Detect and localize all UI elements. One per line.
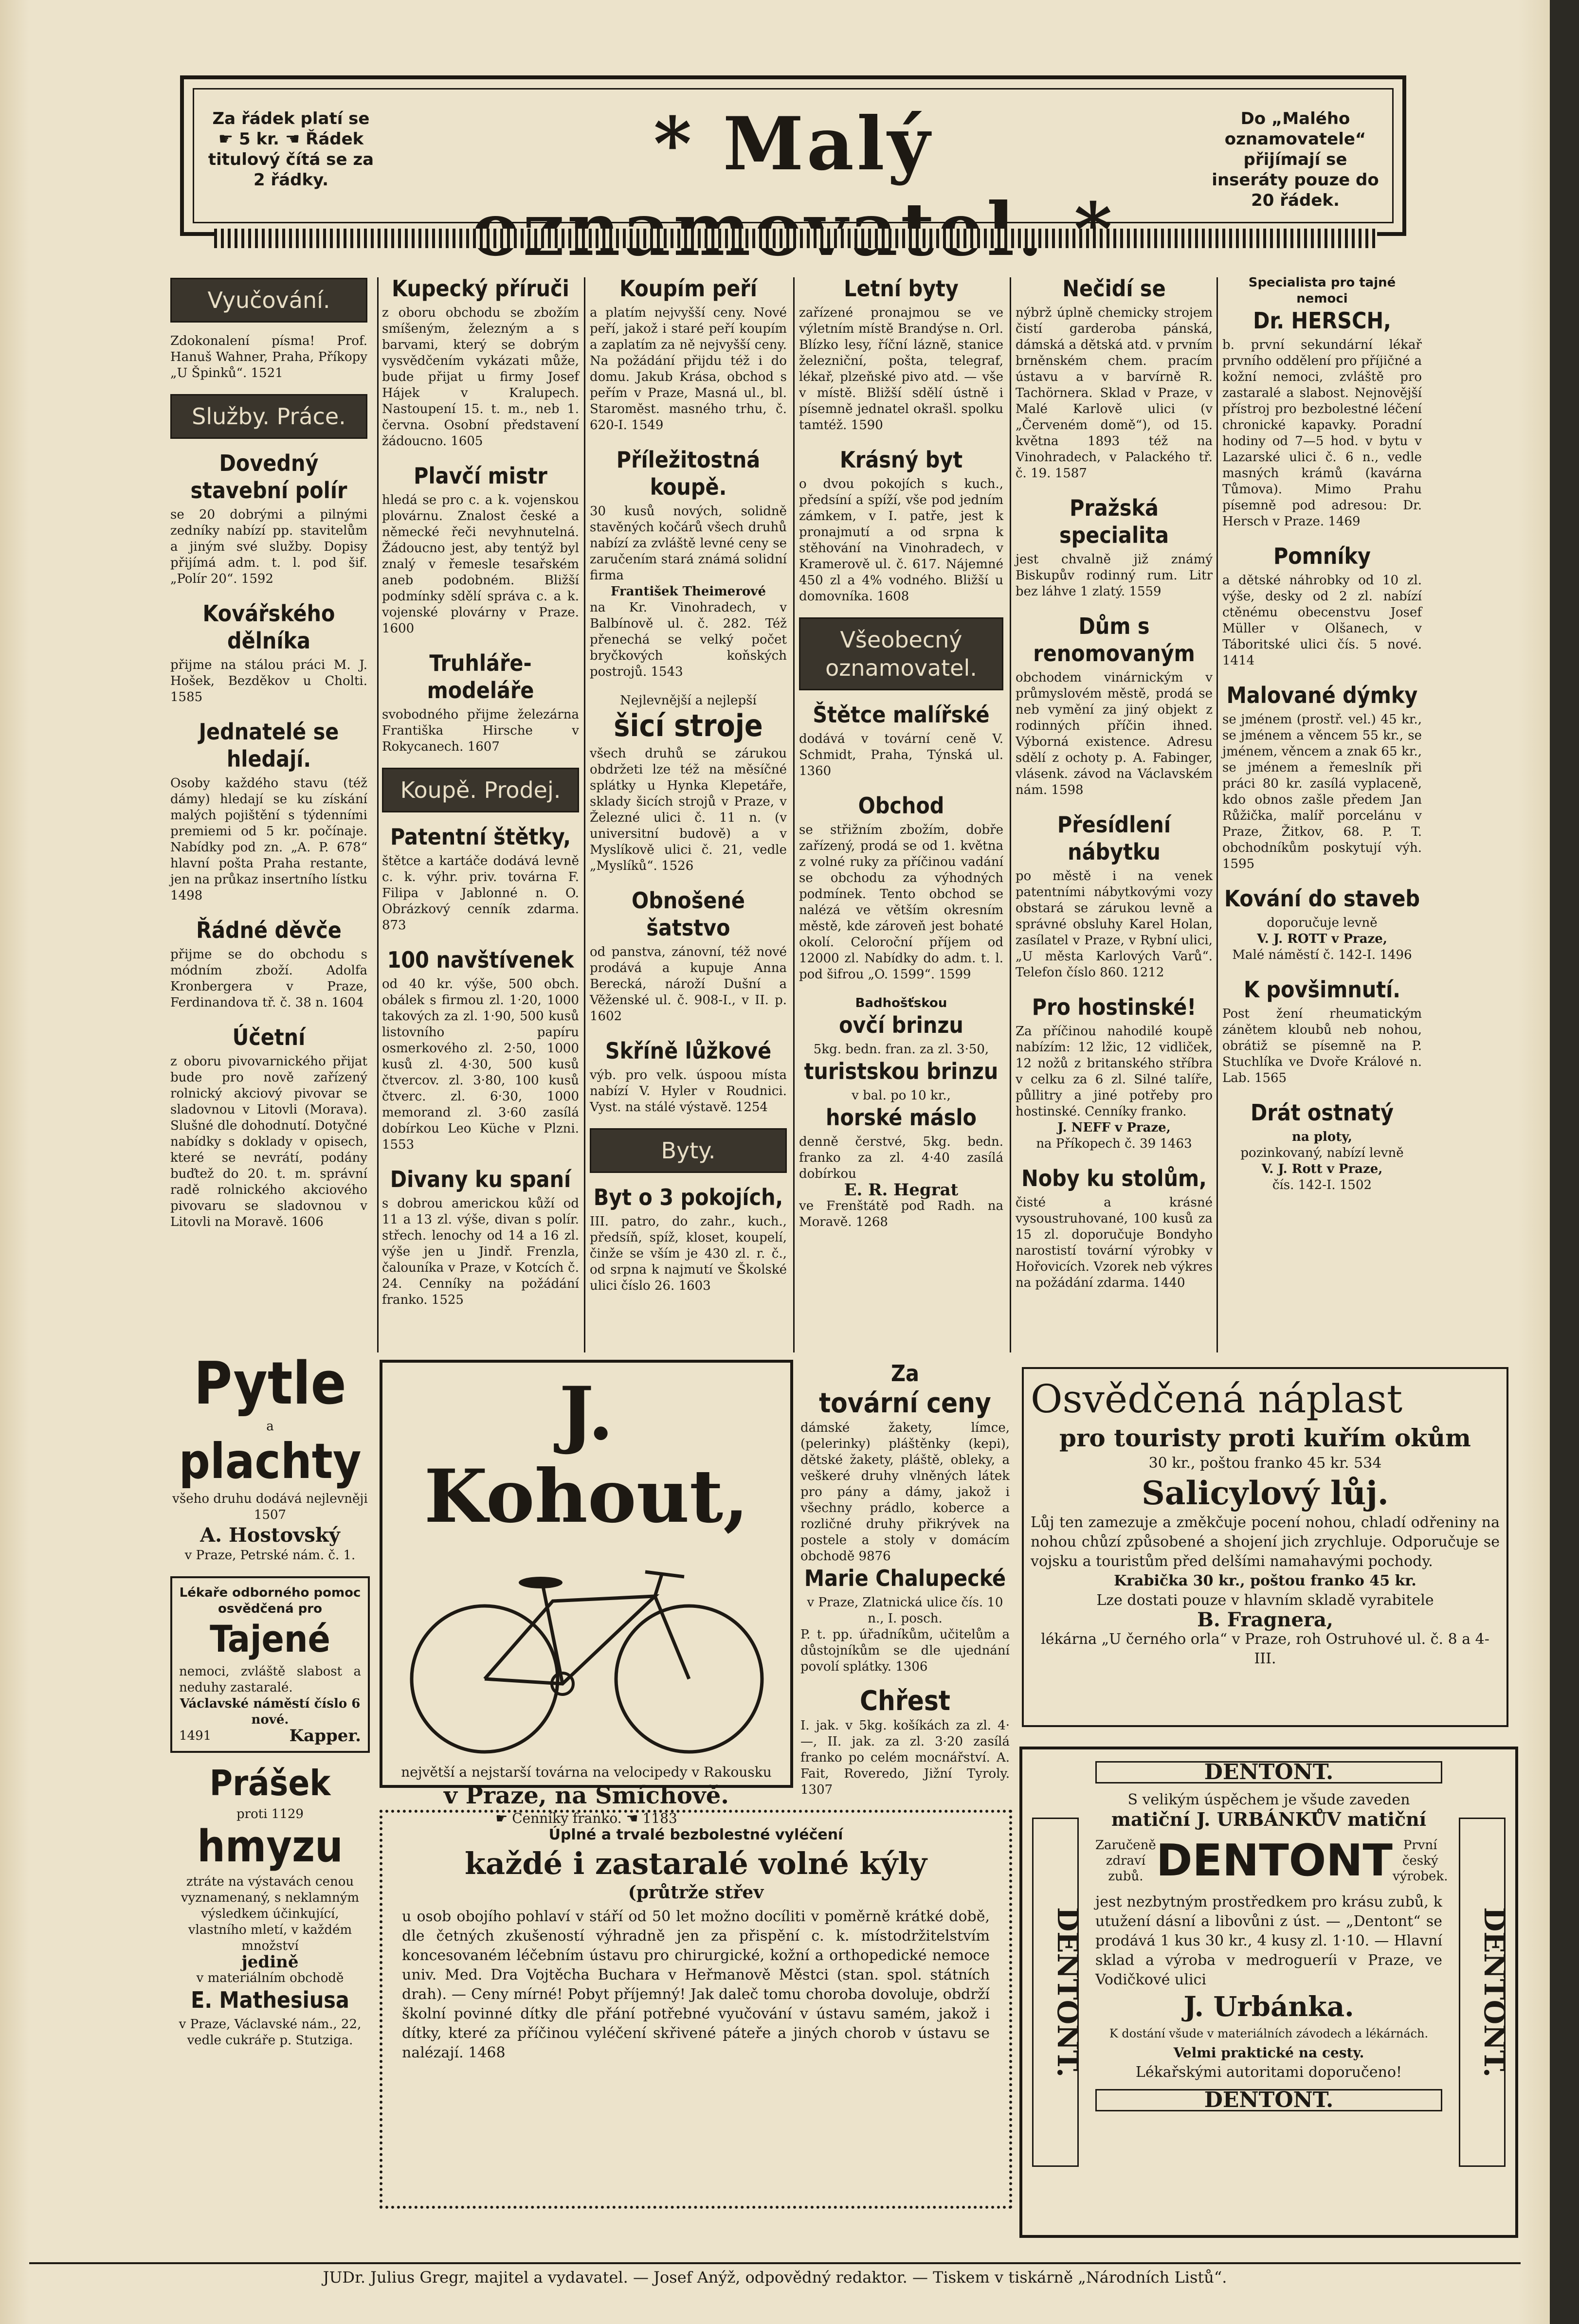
ad-small: První český výrobek. [1392, 1838, 1448, 1884]
bicycle-handlebar [645, 1572, 684, 1577]
ad-heading: Tajené [210, 1617, 330, 1660]
ad-prirucni [382, 275, 579, 450]
ad-heading: Přesídlení nábytku [1057, 811, 1171, 865]
ad-text: u osob obojího pohlaví v stáří od 50 let možno docíliti v poměrně krátké době, dle četných zkušeností výhradně jen za přispění c. k. místodržitelstvím koncesovaném léčebním ústavu pro chirurgické, kožní a orthopedické nemoce univ. Med. Dra Vojtěcha Buchara v Heřmanově Městci (stan. spol. státních drah). — Ceny mírné! Pobyt příjemný! Jak daleč tomu choroba dovoluje, obdrží školní povinné dítky dle přání potřebné vyučování v ústavu samém, jakož i dítky, které za příčinou vyléčení skřivené páteře a jiných chorob v ústavu se nalézají. 1468 [402, 1908, 990, 2061]
header-right-note: Do „Malého oznamovatele“ přijímají se inseráty pouze do 20 řádek. [1212, 109, 1379, 210]
ad-dymky [1222, 682, 1422, 872]
ad-text: přijme se do obchodu s módním zboží. Adolfa Kronbergera v Praze, Ferdinandova tř. č. 38 n. 1604 [170, 947, 367, 1010]
ad-heading: Pytle [194, 1350, 346, 1418]
column-rule [377, 277, 379, 1352]
ad-text: se střižním zbožím, dobře zařízený, prodá se od 1. května z volné ruky za příčinou vadání se obchodu za výhodných podmínek. Tento obchod se nalézá ve větším okresním městě, kde zároveň jest bohaté okolí. Celoroční příjem od 12000 zl. Nabídky do adm. t. l. pod šifrou „O. 1599“. 1599 [799, 823, 1003, 982]
ad-heading: Dr. HERSCH, [1253, 307, 1391, 334]
ad-heading-sub: pro touristy proti kuřím okům [1059, 1423, 1471, 1452]
ad-text: 30 kusů nových, solidně stavěných kočárů všech druhů nabízí za zvláště levné ceny se zaručením stará známá solidní firma [590, 504, 787, 583]
ad-text: v Praze, Petrské nám. č. 1. [184, 1548, 356, 1563]
ad-text: jest nezbytným prostředkem pro krásu zubů, k utužení dásní a libovůni z úst. — „Dentont“ se prodává 1 kus 30 kr., 4 kusy zl. 1·10. — Hlavní sklad a výroba v medrogueríi v Praze, ve Vodičkové ulici [1095, 1893, 1442, 1988]
page-edge [1550, 0, 1579, 2324]
header-ornament-strip [214, 229, 1377, 248]
ad-heading: Nečidí se [1062, 275, 1166, 302]
ad-brinza [799, 995, 1003, 1230]
ad-text: o dvou pokojích s kuch., předsíní a spíží, vše pod jedním zámkem, v I. patře, jest k pronajmutí a od srpna k stěhování na Vinohradech, v Kramerově ul. č. 617. Nájemné 450 zl a 4% vodného. Bližší u domovníka. 1608 [799, 477, 1003, 604]
ad-truhlar [382, 649, 579, 755]
dentont-side-left: DENTONT. [1032, 1818, 1079, 2167]
ad-text: Malé náměstí č. 142-I. 1496 [1232, 948, 1412, 962]
dentont-side-right: DENTONT. [1459, 1818, 1506, 2167]
ad-name: E. R. Hegrat [844, 1180, 959, 1200]
ad-naplast [1022, 1367, 1508, 1727]
ad-heading: hmyzu [197, 1821, 343, 1872]
dentont-brand-row [1095, 1834, 1448, 1888]
ad-text: Post žení rheumatickým zánětem kloubů neb nohou, obrátiž se písemně na P. Stuchlíka ve Dvoře Králové n. Lab. 1565 [1222, 1007, 1422, 1085]
ad-name: J. NEFF v Praze, [1057, 1120, 1171, 1135]
ad-text: v materiálním obchodě [196, 1971, 344, 1985]
ad-text: S velikým úspěchem je všude zaveden [1127, 1791, 1410, 1808]
ad-amp: a [266, 1419, 274, 1434]
ad-pytle [170, 1352, 370, 1564]
column-rule [1010, 277, 1011, 1352]
ad-heading: Jednatelé se hledají. [199, 719, 339, 772]
ad-drat [1222, 1099, 1422, 1193]
ad-addr: v Praze, Václavské nám., 22, vedle cukráře p. Stutziga. [179, 2017, 362, 2048]
ad-text: od panstva, zánovní, též nové prodává a kupuje Anna Berecká, nároží Dušní a Věženské ul. č. 908-I., v II. p. 1602 [590, 945, 787, 1024]
ad-kovar [170, 600, 367, 705]
ad-chrest [800, 1685, 1010, 1798]
ad-text: na Příkopech č. 39 1463 [1036, 1136, 1192, 1151]
dentont-top: DENTONT. [1095, 1761, 1442, 1784]
ad-name: A. Hostovský [200, 1524, 340, 1547]
ad-name: matiční J. URBÁNKŮV matiční [1111, 1808, 1427, 1830]
ad-navstivenky [382, 946, 579, 1153]
ad-heading: Řádné děvče [196, 917, 342, 943]
ad-stetky [382, 823, 579, 934]
ad-plavci [382, 462, 579, 637]
ad-divany [382, 1166, 579, 1308]
ad-name: František Theimerové [611, 584, 766, 599]
ad-heading: Byt o 3 pokojích, [593, 1184, 783, 1210]
ad-text: od 40 kr. výše, 500 obch. obálek s firmou zl. 1·20, 1000 takových za zl. 1·90, 500 kusů listovního papíru osmerkového zl. 2·50, 1000 kusů zl. 4·30, 500 kusů čtvercov. zl. 3·80, 100 kusů čtverc. zl. 6·30, 1000 memorand zl. 3·60 zasílá dobírkou Leo Küche v Plzni. 1553 [382, 977, 579, 1152]
ad-necidi [1016, 275, 1213, 482]
ad-byt [590, 1184, 787, 1294]
ad-text: výb. pro velk. úspoou místa nabízí V. Hyler v Roudnici. Vyst. na stálé výstavě. 1254 [590, 1068, 787, 1115]
ad-text: Osoby každého stavu (též dámy) hledají se ku získání malých pojištění s týdenními premiemi od 5 kr. počínaje. Nabídky pod zn. „A. P. 678“ hlavní pošta Praha restante, jen na průkaz insertního lístku 1498 [170, 776, 367, 903]
ad-specialita [1016, 494, 1213, 600]
section-banner-koupe: Koupě. Prodej. [382, 768, 579, 812]
ad-text: v bal. po 10 kr., [852, 1088, 951, 1103]
bicycle-saddle [519, 1577, 563, 1588]
ad-name: V. J. Rott v Praze, [1261, 1162, 1383, 1176]
ad-kocary [590, 446, 787, 680]
ad-devce [170, 917, 367, 1011]
ad-text: Lůj ten zamezuje a změkčuje pocení nohou, chladí odřeniny na nohou chůzí způsobené a shojení jich zrychluje. Odporučuje se vojsku a touristům před delšími namahavými pochody. [1031, 1514, 1500, 1570]
ad-pre: Specialista pro tajné nemoci [1248, 275, 1396, 306]
ad-text: Za příčinou nahodilé koupě nabízím: 12 lžic, 12 vidliček, 12 nožů z britanského stříbra v celku za 6 zl. Silné talíře, půllitry a jiné potřeby pro hostinské. Cenníky franko. [1016, 1024, 1213, 1119]
column-rule [1216, 277, 1218, 1352]
ad-heading: Kupecký příruči [392, 275, 569, 302]
ad-text: svobodného přijme železárna Františka Hirsche v Rokycanech. 1607 [382, 707, 579, 754]
ad-kyly [380, 1810, 1012, 2209]
ad-heading: Dovedný stavební polír [190, 450, 347, 504]
ad-pomniky [1222, 542, 1422, 669]
ad-emph: jedině [241, 1952, 299, 1972]
ad-text: s dobrou americkou kůží od 11 a 13 zl. výše, divan s polír. střech. lenochy od 14 a 16 zl. výše jen u Jindř. Frenzla, čalouníka v Praze, v Kotcích č. 24. Cenníky na požádání franko. 1525 [382, 1196, 579, 1307]
ad-heading: Kování do staveb [1224, 885, 1420, 912]
ad-heading: Dům s renomovaným [1033, 613, 1195, 667]
lower-left-column [170, 1352, 370, 2061]
ad-polir [170, 450, 367, 587]
ad-heading: Drát ostnatý [1251, 1099, 1394, 1126]
ad-tovarni-ceny [800, 1360, 1010, 1675]
ad-noby [1016, 1165, 1213, 1291]
ad-heading: ovčí brinzu [839, 1012, 963, 1038]
ad-povsimnuti [1222, 976, 1422, 1086]
ad-text: dodává v tovární ceně V. Schmidt, Praha, Týnská ul. 1360 [799, 732, 1003, 778]
header-left-note: Za řádek platí se ☛ 5 kr. ☚ Řádek titulový čítá se za 2 řádky. [208, 109, 374, 190]
ad-text: štětce a kartáče dodává levně c. k. výhr. priv. továrna F. Filipa v Jablonné n. O. Obrázkový cenník zdarma. 873 [382, 854, 579, 933]
column-1 [170, 275, 367, 1243]
ad-text: P. t. pp. úřadníkům, učitelům a důstojníkům se dle ujednání povolí splátky. 1306 [800, 1627, 1010, 1674]
ad-name: B. Fragnera, [1197, 1608, 1333, 1631]
ad-wahner [170, 333, 367, 381]
ad-heading: Plavčí mistr [414, 463, 547, 489]
ad-text: denně čerstvé, 5kg. bedn. franko za zl. 4·40 zasílá dobírkou [799, 1135, 1003, 1181]
ad-text: III. patro, do zahr., kuch., předsíň, spíž, kloset, koupelí, činže se vším je 430 zl. r. č., od srpna k najmutí ve Školské ulici číslo 26. 1603 [590, 1214, 787, 1293]
ad-heading: Skříně lůžkové [605, 1038, 772, 1064]
ad-heading: Chřest [860, 1685, 950, 1717]
ad-name: Marie Chalupecké [804, 1565, 1006, 1591]
ad-heading: Letní byty [844, 275, 959, 302]
ad-text: nemoci, zvláště slabost a neduhy zastaralé. [179, 1664, 361, 1695]
column-6 [1222, 275, 1422, 1206]
ad-peri [590, 275, 787, 433]
ad-heading: Pro hostinské! [1032, 994, 1197, 1020]
ad-heading: Krásný byt [839, 447, 963, 473]
ad-heading: 100 navštívenek [387, 947, 574, 973]
column-tovarni [800, 1360, 1010, 1811]
ad-text: se 20 dobrými a pilnými zedníky nabízí pp. stavitelům a jiným své služby. Dopisy přijímá adm. t. l. pod šif. „Polír 20“. 1592 [170, 507, 367, 586]
ad-heading: Osvědčená náplast [1031, 1376, 1403, 1422]
ad-heading: Účetní [232, 1024, 306, 1050]
ad-pre: Badhošťskou [855, 996, 947, 1010]
ad-pre: Úplné a trvalé bezbolestné vyléčení [548, 1826, 843, 1843]
ad-nabytek [1016, 811, 1213, 981]
ad-name: Kapper. [289, 1726, 361, 1746]
ad-dum [1016, 613, 1213, 798]
ad-heading: horské máslo [825, 1104, 977, 1131]
ad-text: přijme na stálou práci M. J. Hošek, Bezděkov u Cholti. 1585 [170, 658, 367, 704]
ad-dentont [1019, 1747, 1518, 2238]
bicycle-illustration [392, 1538, 781, 1762]
ad-letni-byty [799, 275, 1003, 433]
ad-price: Krabička 30 kr., poštou franko 45 kr. [1114, 1572, 1416, 1589]
ad-heading-pre: Za [891, 1360, 919, 1387]
ad-pre: Lékaře odborného pomoc osvědčená pro [179, 1585, 361, 1616]
ad-text: hledá se pro c. a k. vojenskou plovárnu. Znalost české a německé řeči nevyhnutelná. Žádoucno jest, aby tentýž byl znalý v řemesle tesařském aneb podobném. Bližší podmínky sdělí správa c. a k. vojenské plovárny v Praze. 1600 [382, 493, 579, 636]
column-3 [590, 275, 787, 1307]
section-banner-byty: Byty. [590, 1128, 787, 1173]
ad-text: se jménem (prostř. vel.) 45 kr., se jménem a věncem 55 kr., se jménem, věncem a znak 65 kr., se jménem a řemeslník při práci 80 kr. zasílá vyplaceně, kdo obnos zašle předem Jan Růžička, malíř porcelánu v Praze, Žitkov, 68. P. T. obchodníkům poskytují výh. 1595 [1222, 712, 1422, 871]
page-title: * Malý [653, 101, 933, 187]
ad-heading: Prášek [209, 1763, 331, 1803]
ad-jednatele [170, 718, 367, 904]
ad-heading: Malované dýmky [1226, 682, 1418, 708]
section-banner-vyucovani: Vyučování. [170, 278, 367, 323]
ad-text: K dostání všude v materiálních závodech a lékárnách. [1109, 2027, 1429, 2040]
ad-text: ve Frenštátě pod Radh. na Moravě. 1268 [799, 1199, 1003, 1229]
ad-text: na Kr. Vinohradech, v Balbínově ul. č. 282. Též přenechá se velký počet bryčkových koňských postrojů. 1543 [590, 600, 787, 679]
ad-cenniky: ☛ Cenníky franko. ☚ 1183 [495, 1810, 677, 1826]
ad-text: všeho druhu dodává nejlevněji 1507 [172, 1492, 368, 1522]
ad-heading: Štětce malířské [813, 702, 990, 728]
ad-skrine [590, 1037, 787, 1116]
ad-text: a dětské náhrobky od 10 zl. výše, desky od 2 zl. nabízí ctěnému obecenstvu Josef Müller v Olšanech, v Táboritské ulici čís. 5 nové. 1414 [1222, 573, 1422, 668]
ad-satstvo [590, 887, 787, 1025]
ad-text: I. jak. v 5kg. košíkách za zl. 4·—, II. jak. za zl. 3·20 zasílá franko po celém mocnářství. A. Fait, Roveredo, Jižní Tyroly. 1307 [800, 1718, 1010, 1797]
ad-heading: každé i zastaralé volné kýly [465, 1846, 927, 1881]
ad-ucetni [170, 1024, 367, 1230]
ad-text: dámské žakety, límce, (pelerinky) pláštěnky (kepi), dětské žakety, pláště, obleky, a veškeré druhy vlněných látek pro pány a dámy, jakož i všechny prádlo, koberce a rozličné druhy přikrývek na postele a stoly v domácím obchodě 9876 [800, 1421, 1010, 1564]
dentont-bottom: DENTONT. [1095, 2089, 1442, 2111]
ad-stetce [799, 701, 1003, 779]
ad-heading: plachty [179, 1433, 362, 1490]
ad-price: 30 kr., poštou franko 45 kr. 534 [1148, 1455, 1382, 1472]
ad-heading: DENTONT [1156, 1835, 1393, 1886]
ad-maker: J. Urbánka. [1183, 1991, 1354, 2023]
ad-heading-sub: na ploty, [1292, 1130, 1352, 1144]
ad-heading: Koupím peří [619, 275, 757, 302]
ad-sici-stroje [590, 693, 787, 874]
ad-pre: Nejlevnější a nejlepší [620, 693, 757, 708]
ad-heading: Obchod [858, 793, 944, 819]
ad-text: Zdokonalení písma! Prof. Hanuš Wahner, Praha, Příkopy „U Špinků“. 1521 [170, 334, 367, 380]
ad-text: Velmi praktické na cesty. [1173, 2045, 1364, 2061]
column-4 [799, 275, 1003, 1243]
ad-text: největší a nejstarší továrna na velocipedy v Rakousku [401, 1764, 772, 1780]
bicycle-stem [655, 1573, 662, 1596]
ad-name: V. J. ROTT v Praze, [1257, 932, 1387, 946]
ad-text: a platím nejvyšší ceny. Nové peří, jakož i staré peří koupím a zaplatím za ně nejvyšší ceny. Na požádání přijdu též i do domu. Jakub Krása, obchod s peřím v Praze, Masná ul., bl. Staroměst. masného trhu, č. 620-I. 1549 [590, 306, 787, 432]
column-rule [584, 277, 585, 1352]
ad-text: z oboru obchodu se zbožím smíšeným, železným a s barvami, který se dobrým vysvědčením vykázati může, bude přijat u firmy Josef Hájek v Kralupech. Nastoupení 15. t. m., neb 1. června. Osobní představení žádoucno. 1605 [382, 306, 579, 449]
ad-heading: Příležitostná koupě. [616, 447, 761, 500]
ad-text: jest chvalně již známý Biskupův rodinný rum. Litr bez láhve 1 zlatý. 1559 [1016, 552, 1213, 599]
ad-heading: Noby ku stolům, [1021, 1165, 1207, 1191]
page-footer: JUDr. Julius Gregr, majitel a vydavatel. — Josef Anýž, odpovědný redaktor. — Tiskem v tiskárně „Národních Listů“. [29, 2262, 1521, 2287]
ad-small: Zaručeně zdraví zubů. [1095, 1838, 1156, 1884]
ad-prasek [170, 1763, 370, 2049]
column-2 [382, 275, 579, 1321]
ad-heading: Kovářského dělníka [202, 600, 335, 654]
ad-text: b. první sekundární lékař prvního oddělení pro příjičné a kožní nemoci, zvláště pro zastaralé a slabost. Nejnovější přístroj pro bezbolestné léčení chronické kapavky. Poradní hodiny od 7—5 hod. v bytu v Lazarské ulici č. 6 n., vedle masných krámů (kavárna Tůmova). Mimo Prahu písemně pod adresou: Dr. Hersch v Praze. 1469 [1222, 338, 1422, 529]
ad-name: E. Mathesiusa [191, 1987, 349, 2013]
ad-heading: Pražská specialita [1059, 495, 1169, 548]
ad-heading: Salicylový lůj. [1142, 1474, 1389, 1512]
ad-text: čís. 142-I. 1502 [1272, 1178, 1372, 1192]
ad-text: ztráte na výstavách cenou vyznamenaný, s neklamným výsledkem účinkující, vlastního mletí, v každém množství [181, 1874, 360, 1953]
ad-kovani [1222, 885, 1422, 963]
header-box [180, 75, 1406, 236]
ad-heading: Obnošené šatstvo [632, 887, 745, 941]
section-banner-sluzby: Služby. Práce. [170, 394, 367, 439]
ad-hostinske [1016, 993, 1213, 1152]
ad-kohout-bicycles [380, 1360, 793, 1826]
ad-text: z oboru pivovarnického přijat bude pro nově zařízený rolnický akciový pivovar se sladovnou v Litovli (Morava). Slušné dle dohodnutí. Dotyčné nabídky s doklady v opisech, které se nevrátí, podány buďtež do 20. t. m. správní radě rolnického akciového pivovaru se sladovnou v Litovli na Moravě. 1606 [170, 1054, 367, 1229]
ad-heading: Pomníky [1273, 543, 1371, 569]
column-rule [793, 277, 795, 1352]
ad-text: čisté a krásné vysoustruhované, 100 kusů za 15 zl. doporučuje Bondyho narostistí tovární výrobky v Hořovicích. Vzorek neb výkres na požádání zdarma. 1440 [1016, 1195, 1213, 1290]
ad-heading: šicí stroje [614, 708, 763, 743]
ad-krasny-byt [799, 446, 1003, 605]
ad-text: všech druhů se zárukou obdržeti lze též na měsíčné splátky u Hynka Klepetáře, sklady šicích strojů v Praze, v Železné ulici č. 11 n. (v universitní budově) a v Myslíkově ulici č. 21, vedle „Myslíků“. 1526 [590, 746, 787, 873]
ad-text: Lze dostati pouze v hlavním skladě vyrabitele [1096, 1592, 1434, 1609]
ad-pre: doporučuje levně [1267, 916, 1378, 930]
ad-heading: tovární ceny [819, 1387, 991, 1419]
ad-heading: Truhláře-modeláře [427, 650, 534, 703]
ad-heading-sub: (průtrže střev [628, 1882, 764, 1903]
ad-text: lékárna „U černého orla“ v Praze, roh Ostruhové ul. č. 8 a 4-III. [1041, 1631, 1489, 1667]
ad-heading: K povšimnutí. [1243, 976, 1401, 1003]
ad-text: Lékařskými autoritami doporučeno! [1135, 2064, 1402, 2081]
ad-num: 1491 [179, 1729, 212, 1743]
ad-pre: proti 1129 [236, 1807, 304, 1821]
section-banner-vseobecny: Všeobecný oznamovatel. [799, 617, 1003, 690]
ad-place: v Praze, na Smíchově. [444, 1782, 729, 1809]
ad-heading: turistskou brinzu [804, 1058, 998, 1084]
ad-obchod [799, 792, 1003, 983]
ad-heading: Divany ku spaní [390, 1166, 571, 1192]
column-5 [1016, 275, 1213, 1304]
ad-text: pozinkovaný, nabízí levně [1240, 1146, 1404, 1160]
ad-heading: Patentní štětky, [390, 824, 571, 850]
ad-tajene [170, 1576, 370, 1753]
ad-addr: v Praze, Zlatnická ulice čís. 10 n., I. posch. [807, 1595, 1003, 1626]
ad-heading: J. Kohout, [424, 1371, 749, 1539]
ad-text: nýbrž úplně chemicky strojem čistí garderoba pánská, dámská a dětská atd. v prvním brněnském chem. pracím ústavu a v barvírně R. Tachörnera. Sklad v Praze, v Malé Karlově ulici (v „Červeném domě“), od 15. května 1893 též na Vinohradech, v Palackého tř. č. 19. 1587 [1016, 306, 1213, 481]
ad-hersch [1222, 275, 1422, 530]
ad-text: po městě i na venek patentními nábytkovými vozy obstará se zárukou levně a správné obsluhy Karel Holan, zasílatel v Praze, v Rybní ulici, „U města Karlových Varů“. Telefon číslo 860. 1212 [1016, 869, 1213, 980]
ad-addr: Václavské náměstí číslo 6 nové. [180, 1696, 361, 1727]
ad-text: zařízené pronajmou se ve výletním místě Brandýse n. Orl. Blízko lesy, říční lázně, stanice železniční, pošta, telegraf, lékař, plzeňské pivo atd. — vše v místě. Bližší sdělí ústně i písemně jednatel okrašl. spolku tamtéž. 1590 [799, 306, 1003, 432]
ad-text: 5kg. bedn. fran. za zl. 3·50, [813, 1042, 989, 1057]
ad-text: obchodem vinárnickým v průmyslovém městě, prodá se neb vymění za jiný objekt z rodinných příčin ihned. Výborná existence. Adresu sdělí z ochoty p. A. Fabinger, vlásenk. závod na Václavském nám. 1598 [1016, 670, 1213, 797]
